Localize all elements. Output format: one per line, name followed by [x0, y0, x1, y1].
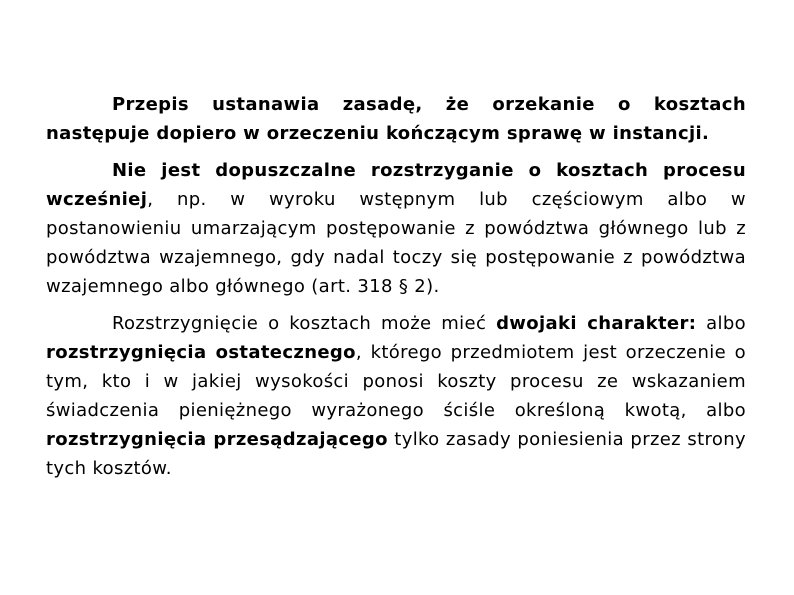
text-run: rozstrzygnięcia przesądzającego — [46, 429, 388, 450]
text-run: rozstrzygnięcia ostatecznego — [46, 342, 356, 363]
text-run: tylko zasady poniesienia przez strony tych kosztów. — [46, 429, 746, 479]
paragraph-dual-character — [46, 309, 746, 483]
paragraph-premature-ruling — [46, 156, 746, 301]
slide-content — [46, 90, 746, 491]
text-run: , którego przedmiotem jest orzeczenie o tym, kto i w jakiej wysokości ponosi koszty procesu ze wskazaniem świadczenia pieniężnego wyrażonego ściśle określoną kwotą, albo — [46, 342, 746, 421]
text-run: dwojaki charakter: — [496, 313, 697, 334]
text-run: Nie jest dopuszczalne rozstrzyganie o kosztach procesu wcześniej — [46, 160, 746, 210]
paragraph-cost-principle — [46, 90, 746, 148]
text-run: albo — [696, 313, 746, 334]
text-run: Przepis ustanawia zasadę, że orzekanie o kosztach następuje dopiero w orzeczeniu kończącym sprawę w instancji. — [46, 94, 746, 144]
text-run: Rozstrzygnięcie o kosztach może mieć — [112, 313, 497, 334]
text-run: , np. w wyroku wstępnym lub częściowym albo w postanowieniu umarzającym postępowanie z powództwa głównego lub z powództwa wzajemnego, gdy nadal toczy się postępowanie z powództwa wzajemnego albo głównego (art. 318 § 2). — [46, 189, 746, 297]
